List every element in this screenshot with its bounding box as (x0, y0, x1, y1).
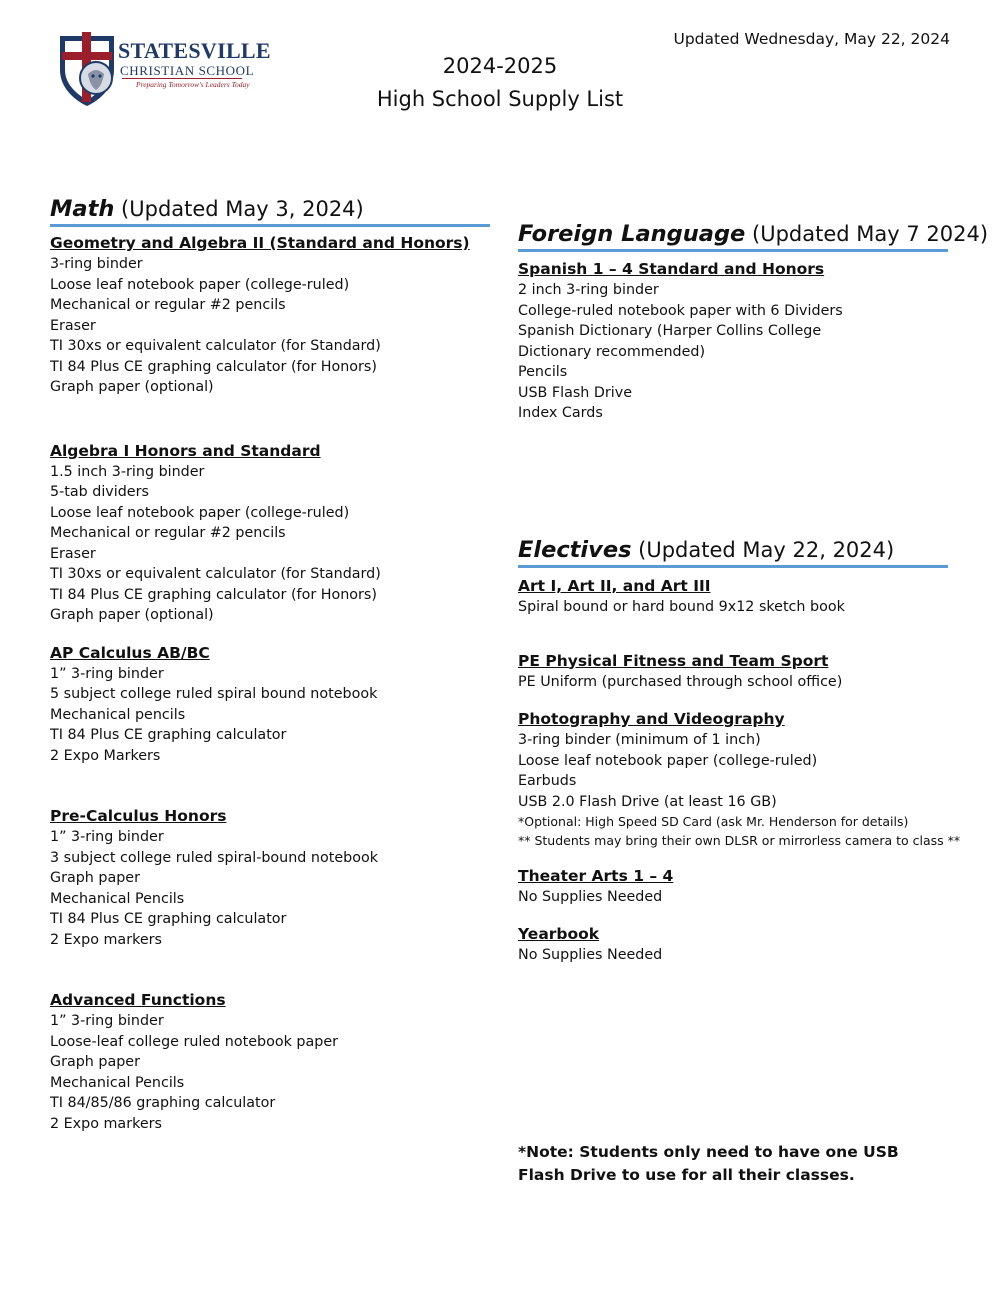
group-title: Art I, Art II, and Art III (518, 577, 711, 595)
foreign-language-section (518, 221, 989, 424)
list-item: 2 inch 3-ring binder (518, 282, 659, 298)
list-item: 2 Expo markers (50, 931, 162, 948)
list-item: TI 84 Plus CE graphing calculator (for Honors) (50, 586, 377, 603)
list-item: Index Cards (518, 405, 603, 421)
list-item: 2 Expo Markers (50, 747, 161, 764)
list-item: 3-ring binder (50, 256, 143, 272)
list-item: TI 30xs or equivalent calculator (for Standard) (50, 338, 381, 354)
list-item: 5-tab dividers (50, 484, 149, 500)
list-item: Graph paper (optional) (50, 379, 214, 395)
logo-tagline: Preparing Tomorrow's Leaders Today (136, 80, 250, 89)
foreign-language-group-spanish (518, 259, 948, 424)
list-item: No Supplies Needed (518, 889, 663, 905)
list-item: Loose leaf notebook paper (college-ruled) (518, 752, 818, 769)
group-title: Advanced Functions (50, 991, 226, 1009)
list-item: 1” 3-ring binder (50, 1013, 164, 1029)
list-item: Mechanical or regular #2 pencils (50, 297, 286, 313)
list-item: Eraser (50, 545, 96, 562)
list-item: Earbuds (518, 773, 577, 789)
electives-group-art (518, 576, 948, 618)
list-item: Mechanical or regular #2 pencils (50, 525, 286, 541)
list-item: Spanish Dictionary (Harper Collins College Dictionary recommended) (518, 323, 822, 360)
list-item: 3 subject college ruled spiral-bound notebook (50, 849, 378, 866)
list-item: 1” 3-ring binder (50, 665, 164, 682)
list-item: ** Students may bring their own DLSR or mirrorless camera to class ** (518, 833, 961, 848)
electives-heading (518, 537, 948, 568)
list-item: TI 30xs or equivalent calculator (for Standard) (50, 566, 381, 582)
list-item: No Supplies Needed (518, 946, 663, 963)
list-item: 1” 3-ring binder (50, 829, 164, 845)
list-item: 2 Expo markers (50, 1115, 162, 1132)
list-item: 3-ring binder (minimum of 1 inch) (518, 732, 761, 748)
foreign-language-heading (518, 221, 989, 252)
list-item: TI 84/85/86 graphing calculator (50, 1095, 276, 1111)
list-item: TI 84 Plus CE graphing calculator (for Honors) (50, 358, 377, 375)
math-group-precalc (50, 806, 490, 950)
logo-school-name: STATESVILLE (118, 38, 271, 63)
math-heading-updated: (Updated May 3, 2024) (121, 197, 364, 221)
electives-heading-label: Electives (518, 537, 632, 563)
electives-group-yearbook (518, 924, 948, 966)
math-group-geometry (50, 233, 490, 398)
list-item: Loose leaf notebook paper (college-ruled) (50, 276, 350, 293)
electives-group-theater (518, 866, 948, 908)
list-item: Mechanical Pencils (50, 1074, 185, 1091)
logo-school-subtitle: CHRISTIAN SCHOOL (120, 63, 255, 78)
group-title: Algebra I Honors and Standard (50, 441, 321, 460)
math-heading (50, 196, 490, 227)
math-group-ap-calculus (50, 643, 490, 767)
group-title: PE Physical Fitness and Team Sport (518, 651, 829, 670)
title-year: 2024-2025 (442, 54, 558, 78)
list-item: USB Flash Drive (518, 384, 633, 401)
group-title: Theater Arts 1 – 4 (518, 867, 674, 885)
list-item: TI 84 Plus CE graphing calculator (50, 911, 287, 927)
electives-group-pe (518, 651, 948, 693)
foreign-language-heading-updated: (Updated May 7 2024) (752, 222, 989, 246)
list-item: USB 2.0 Flash Drive (at least 16 GB) (518, 793, 777, 810)
list-item: 5 subject college ruled spiral bound notebook (50, 686, 378, 702)
list-item: Graph paper (50, 870, 140, 886)
math-section (50, 196, 490, 1134)
list-item: TI 84 Plus CE graphing calculator (50, 727, 287, 743)
usb-note: *Note: Students only need to have one USB Flash Drive to use for all their classes. (518, 1143, 899, 1184)
list-item: Graph paper (optional) (50, 607, 214, 623)
electives-heading-updated: (Updated May 22, 2024) (638, 538, 895, 562)
page-title: High School Supply List (376, 87, 624, 111)
group-title: Yearbook (518, 924, 600, 943)
group-title: Pre-Calculus Honors (50, 807, 227, 825)
group-title: Spanish 1 – 4 Standard and Honors (518, 260, 825, 278)
list-item: Loose-leaf college ruled notebook paper (50, 1033, 338, 1050)
list-item: College-ruled notebook paper with 6 Dividers (518, 302, 843, 319)
list-item: Graph paper (50, 1054, 140, 1070)
list-item: Mechanical pencils (50, 706, 186, 723)
electives-group-photography (518, 709, 961, 850)
group-title: Photography and Videography (518, 710, 785, 728)
group-title: AP Calculus AB/BC (50, 643, 210, 662)
group-title: Geometry and Algebra II (Standard and Honors) (50, 234, 470, 252)
foreign-language-heading-label: Foreign Language (518, 221, 746, 247)
electives-section (518, 537, 961, 965)
logo-divider (122, 78, 242, 79)
list-item: PE Uniform (purchased through school office) (518, 673, 843, 690)
list-item: *Optional: High Speed SD Card (ask Mr. Henderson for details) (518, 814, 909, 829)
math-group-algebra1 (50, 441, 490, 626)
math-group-advanced-functions (50, 990, 490, 1134)
math-heading-label: Math (50, 196, 115, 222)
list-item: Loose leaf notebook paper (college-ruled) (50, 504, 350, 521)
list-item: Spiral bound or hard bound 9x12 sketch book (518, 599, 845, 615)
list-item: Mechanical Pencils (50, 890, 185, 907)
list-item: Eraser (50, 317, 96, 334)
list-item: Pencils (518, 364, 568, 380)
list-item: 1.5 inch 3-ring binder (50, 463, 205, 480)
updated-date: Updated Wednesday, May 22, 2024 (673, 30, 950, 48)
